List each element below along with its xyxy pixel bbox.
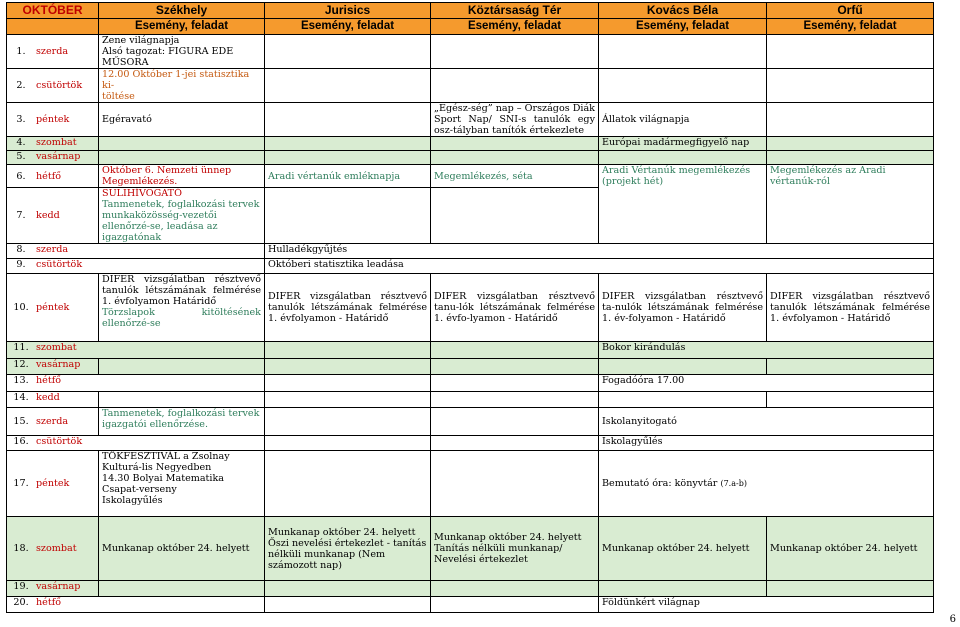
table-row <box>7 342 934 359</box>
column-header-jurisics: Jurisics <box>265 3 431 19</box>
event-cell: 12.00 Október 1-jei statisztika ki- töltése <box>99 69 265 103</box>
event-cell: Aradi vértanúk emléknapja <box>265 165 431 188</box>
day-number: 5. <box>16 151 26 162</box>
subheader-row <box>7 19 934 35</box>
table-row <box>7 359 934 375</box>
subheader-cell: Esemény, feladat <box>599 19 767 35</box>
table-row <box>7 244 934 259</box>
event-cell: Földünkért világnap <box>599 597 934 613</box>
event-text: SULIHÍVOGATÓ <box>102 188 182 199</box>
table-row <box>7 436 934 451</box>
event-cell: Munkanap október 24. helyett Őszi nevelési értekezlet - tanítás nélküli munkanap (Nem számozott nap) <box>265 517 431 581</box>
day-cell <box>10 342 261 353</box>
table-row <box>7 165 934 188</box>
day-number: 10. <box>13 302 29 313</box>
table-row <box>7 375 934 392</box>
subheader-cell: Esemény, feladat <box>767 19 934 35</box>
day-name: csütörtök <box>36 259 83 270</box>
column-header-koztarsasag: Köztársaság Tér <box>431 3 599 19</box>
day-cell <box>10 80 95 91</box>
day-number: 19. <box>13 581 29 592</box>
day-cell <box>10 416 95 427</box>
event-cell: Hulladékgyűjtés <box>265 244 934 259</box>
day-name: szombat <box>36 137 77 148</box>
day-cell <box>10 543 95 554</box>
event-text: (7.a-b) <box>720 479 747 488</box>
table-row <box>7 259 934 274</box>
page-number: 6 <box>949 614 956 625</box>
day-number: 8. <box>16 244 26 255</box>
event-cell: DIFER vizsgálatban résztvevő tanu-lók létszámának felmérése 1. évfo-lyamon - Határidő <box>431 274 599 342</box>
subheader-cell: Esemény, feladat <box>99 19 265 35</box>
day-number: 2. <box>16 80 26 91</box>
day-name: vasárnap <box>36 151 81 162</box>
day-cell <box>10 46 95 57</box>
table-row <box>7 581 934 597</box>
day-name: csütörtök <box>36 436 83 447</box>
day-name: vasárnap <box>36 581 81 592</box>
table-row <box>7 151 934 165</box>
event-text: Bemutató óra: könyvtár <box>602 478 718 489</box>
day-cell <box>10 171 95 182</box>
table-row <box>7 517 934 581</box>
event-cell <box>599 451 934 517</box>
day-cell <box>10 436 261 447</box>
subheader-cell: Esemény, feladat <box>431 19 599 35</box>
day-cell <box>10 375 261 386</box>
event-text: Törzslapok kitöltésének ellenőrzé-se <box>102 307 261 329</box>
table-row <box>7 392 934 408</box>
day-name: hétfő <box>36 597 62 608</box>
header-row <box>7 3 934 19</box>
table-row <box>7 597 934 613</box>
day-name: szerda <box>36 46 69 57</box>
day-cell <box>10 581 95 592</box>
event-cell: Fogadóóra 17.00 <box>599 375 934 392</box>
column-header-kovacs: Kovács Béla <box>599 3 767 19</box>
event-cell: Zene világnapja Alsó tagozat: FIGURA EDE MŰSORA <box>99 35 265 69</box>
column-header-szekhely: Székhely <box>99 3 265 19</box>
event-cell: „Egész-ség” nap – Országos Diák Sport Nap/ SNI-s tanulók egy osz-tályban tanítók értekezlete <box>431 103 599 137</box>
day-name: szombat <box>36 342 77 353</box>
event-cell: Megemlékezés az Aradi vértanúk-ról <box>767 165 934 244</box>
day-cell <box>10 114 95 125</box>
day-cell <box>10 597 261 608</box>
event-cell: TÖKFESZTIVÁL a Zsolnay Kulturá-lis Negyedben 14.30 Bolyai Matematika Csapat-verseny Iskolagyűlés <box>99 451 265 517</box>
table-row <box>7 137 934 151</box>
day-number: 6. <box>16 170 26 182</box>
table-row <box>7 408 934 436</box>
schedule-table <box>6 2 934 613</box>
event-cell: Megemlékezés, séta <box>431 165 599 188</box>
event-text: DIFER vizsgálatban résztvevő tanulók létszámának felmérése 1. évfolyamon Határidő <box>102 274 261 307</box>
day-name: péntek <box>36 114 70 125</box>
day-number: 17. <box>13 478 29 489</box>
day-name: kedd <box>36 210 60 221</box>
event-cell: DIFER vizsgálatban résztvevő tanulók létszámának felmérése 1. évfolyamon - Határidő <box>767 274 934 342</box>
day-name: szerda <box>36 244 69 255</box>
day-cell <box>10 302 95 313</box>
day-number: 1. <box>16 46 26 57</box>
day-name: hétfő <box>36 170 62 182</box>
event-cell: Európai madármegfigyelő nap <box>599 137 767 151</box>
day-name: péntek <box>36 302 70 313</box>
event-cell <box>99 188 265 244</box>
day-cell <box>10 151 95 162</box>
event-cell: Október 6. Nemzeti ünnep Megemlékezés. <box>99 165 265 188</box>
day-name: szerda <box>36 416 69 427</box>
event-cell: Iskolagyűlés <box>599 436 934 451</box>
day-number: 7. <box>16 210 26 221</box>
column-header-orfu: Orfű <box>767 3 934 19</box>
event-cell: Munkanap október 24. helyett <box>767 517 934 581</box>
subheader-cell: Esemény, feladat <box>265 19 431 35</box>
day-number: 13. <box>13 375 29 386</box>
day-cell <box>10 359 95 370</box>
day-name: péntek <box>36 478 70 489</box>
day-cell <box>10 210 95 221</box>
day-number: 9. <box>16 259 26 270</box>
day-cell <box>10 137 95 148</box>
day-number: 12. <box>13 359 29 370</box>
event-cell <box>99 274 265 342</box>
event-cell: Munkanap október 24. helyett <box>99 517 265 581</box>
day-name: csütörtök <box>36 80 83 91</box>
event-cell: Bokor kirándulás <box>599 342 934 359</box>
table-row <box>7 69 934 103</box>
day-cell <box>10 244 261 255</box>
event-cell: Állatok világnapja <box>599 103 767 137</box>
event-cell: Tanmenetek, foglalkozási tervek igazgatói ellenőrzése. <box>99 408 265 436</box>
day-name: kedd <box>36 392 60 403</box>
event-cell: Egéravató <box>99 103 265 137</box>
day-cell <box>10 478 95 489</box>
event-cell: DIFER vizsgálatban résztvevő tanulók létszámának felmérése 1. évfolyamon - Határidő <box>265 274 431 342</box>
day-number: 3. <box>16 114 26 125</box>
day-name: szombat <box>36 543 77 554</box>
day-number: 11. <box>13 342 29 353</box>
event-cell: Munkanap október 24. helyett <box>599 517 767 581</box>
day-number: 14. <box>13 392 29 403</box>
table-row <box>7 451 934 517</box>
month-header: OKTÓBER <box>7 3 99 19</box>
day-name: hétfő <box>36 375 62 386</box>
day-number: 16. <box>13 436 29 447</box>
table-row <box>7 274 934 342</box>
day-cell <box>10 392 95 403</box>
day-number: 18. <box>13 543 29 554</box>
day-name: vasárnap <box>36 359 81 370</box>
event-cell: Iskolanyitogató <box>599 408 934 436</box>
day-number: 20. <box>13 597 29 608</box>
event-cell: DIFER vizsgálatban résztvevő ta-nulók létszámának felmérése 1. év-folyamon - Határidő <box>599 274 767 342</box>
event-cell: Munkanap október 24. helyett Tanítás nélküli munkanap/ Nevelési értekezlet <box>431 517 599 581</box>
day-cell <box>10 259 261 270</box>
event-cell: Októberi statisztika leadása <box>265 259 934 274</box>
day-number: 4. <box>16 137 26 148</box>
day-number: 15. <box>13 416 29 427</box>
table-row <box>7 103 934 137</box>
table-row <box>7 35 934 69</box>
event-text: Tanmenetek, foglalkozási tervek munkaközösség-vezetői ellenőrzé-se, leadása az igazgatónak <box>102 199 260 243</box>
event-cell: Aradi Vértanúk megemlékezés (projekt hét) <box>599 165 767 244</box>
